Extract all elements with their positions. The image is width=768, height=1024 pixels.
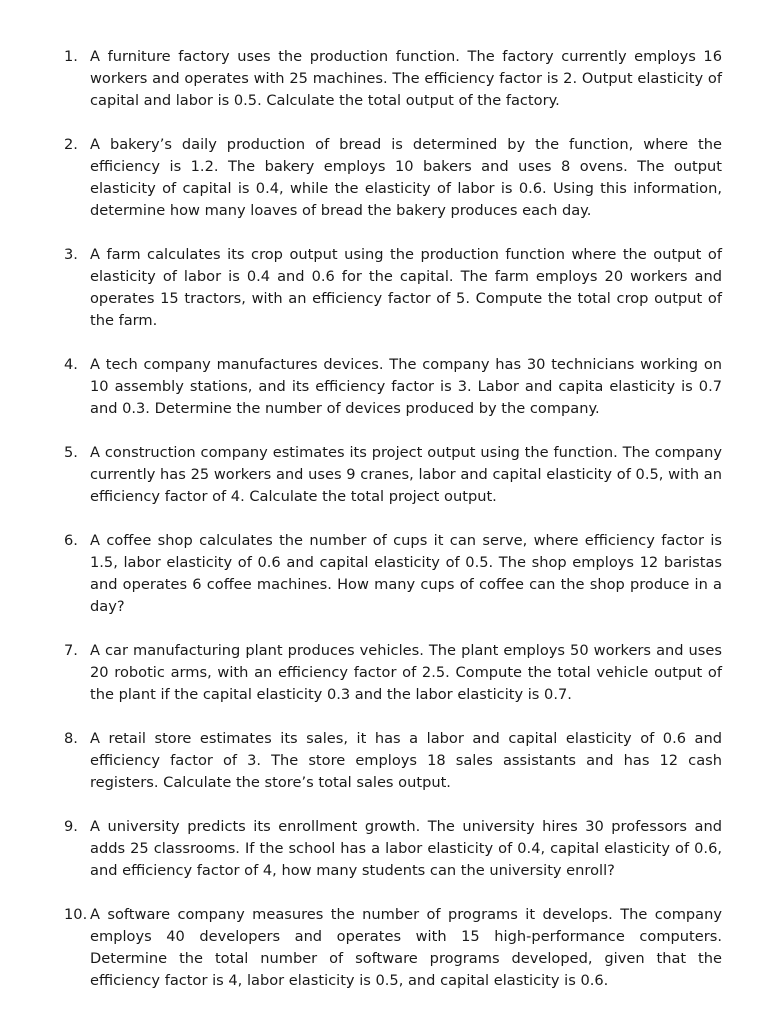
problem-list	[64, 46, 722, 1014]
problem-item	[64, 244, 722, 332]
problem-item	[64, 442, 722, 508]
problem-number: 9.	[64, 818, 78, 835]
problem-number: 3.	[64, 246, 78, 263]
problem-number: 7.	[64, 642, 78, 659]
problem-number: 2.	[64, 136, 78, 153]
problem-number: 10.	[64, 906, 88, 923]
problem-text: A car manufacturing plant produces vehicles. The plant employs 50 workers and uses 20 robotic arms, with an efficiency factor of 2.5. Compute the total vehicle output of the plant if the capital elasticity 0.3 and the labor elasticity is 0.7.	[90, 642, 722, 703]
problem-text: A farm calculates its crop output using the production function where the output of elasticity of labor is 0.4 and 0.6 for the capital. The farm employs 20 workers and operates 15 tractors, with an efficiency factor of 5. Compute the total crop output of the farm.	[90, 246, 722, 329]
problem-item	[64, 46, 722, 112]
problem-item	[64, 134, 722, 222]
problem-text: A software company measures the number of programs it develops. The company employs 40 developers and operates with 15 high-performance computers. Determine the total number of software programs developed, given that the efficiency factor is 4, labor elasticity is 0.5, and capital elasticity is 0.6.	[90, 906, 722, 989]
problem-number: 6.	[64, 532, 78, 549]
problem-item	[64, 530, 722, 618]
problem-item	[64, 354, 722, 420]
problem-text: A furniture factory uses the production function. The factory currently employs 16 workers and operates with 25 machines. The efficiency factor is 2. Output elasticity of capital and labor is 0.5. Calculate the total output of the factory.	[90, 48, 722, 109]
problem-number: 8.	[64, 730, 78, 747]
problem-item	[64, 640, 722, 706]
problem-number: 5.	[64, 444, 78, 461]
problem-text: A university predicts its enrollment growth. The university hires 30 professors and adds 25 classrooms. If the school has a labor elasticity of 0.4, capital elasticity of 0.6, and efficiency factor of 4, how many students can the university enroll?	[90, 818, 722, 879]
problem-number: 4.	[64, 356, 78, 373]
problem-text: A retail store estimates its sales, it has a labor and capital elasticity of 0.6 and efficiency factor of 3. The store employs 18 sales assistants and has 12 cash registers. Calculate the store’s total sales output.	[90, 730, 722, 791]
problem-text: A bakery’s daily production of bread is determined by the function, where the efficiency is 1.2. The bakery employs 10 bakers and uses 8 ovens. The output elasticity of capital is 0.4, while the elasticity of labor is 0.6. Using this information, determine how many loaves of bread the bakery produces each day.	[90, 136, 722, 219]
problem-item	[64, 904, 722, 992]
problem-item	[64, 728, 722, 794]
problem-text: A coffee shop calculates the number of cups it can serve, where efficiency factor is 1.5, labor elasticity of 0.6 and capital elasticity of 0.5. The shop employs 12 baristas and operates 6 coffee machines. How many cups of coffee can the shop produce in a day?	[90, 532, 722, 615]
problem-number: 1.	[64, 48, 78, 65]
problem-text: A construction company estimates its project output using the function. The company currently has 25 workers and uses 9 cranes, labor and capital elasticity of 0.5, with an efficiency factor of 4. Calculate the total project output.	[90, 444, 722, 505]
problem-item	[64, 816, 722, 882]
problem-text: A tech company manufactures devices. The company has 30 technicians working on 10 assembly stations, and its efficiency factor is 3. Labor and capita elasticity is 0.7 and 0.3. Determine the number of devices produced by the company.	[90, 356, 722, 417]
